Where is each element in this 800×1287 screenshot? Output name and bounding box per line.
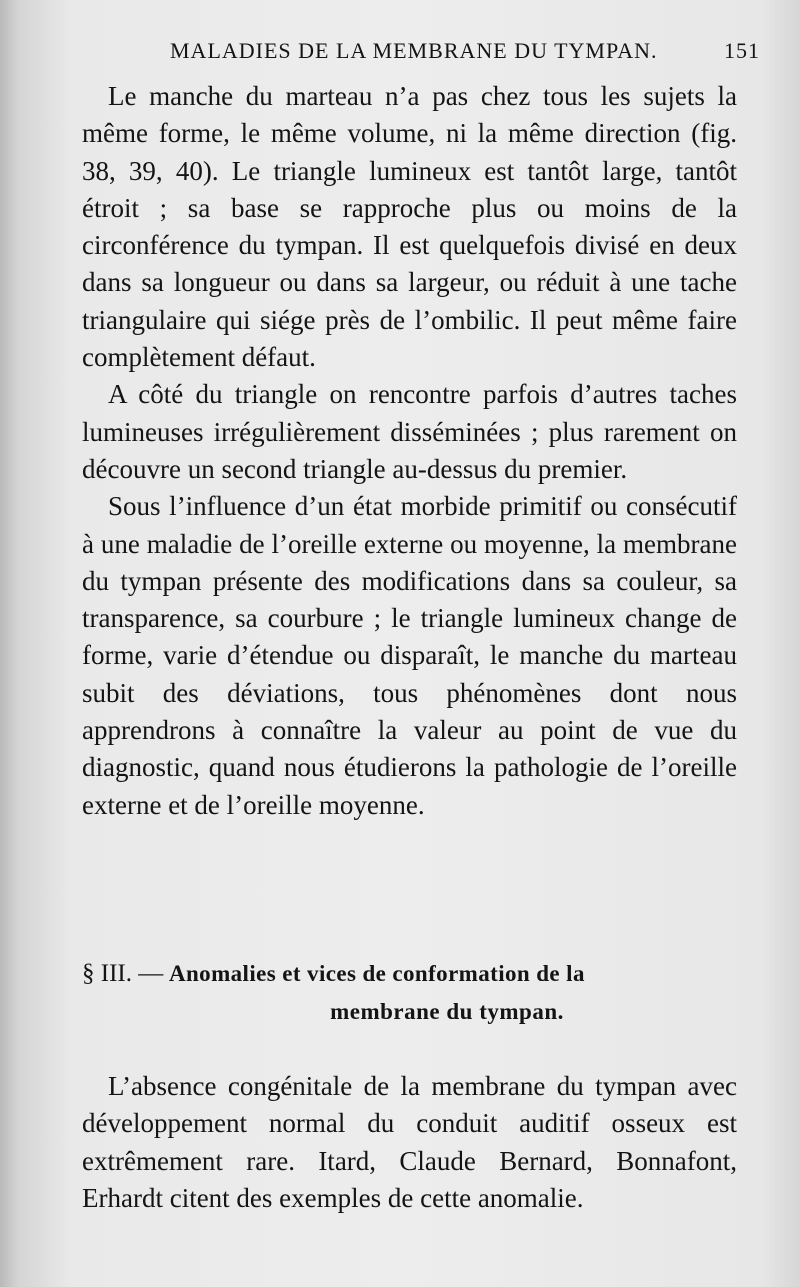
- section-heading: [82, 955, 742, 1031]
- section-title-line-1: Anomalies et vices de conformation de la: [168, 961, 585, 986]
- section-paragraph: L’absence congénitale de la membrane du tympan avec développement normal du conduit auditif osseux est extrêmement rare. Itard, Claude Bernard, Bonnafont, Erhardt citent des exemples de cette anomalie.: [82, 1071, 737, 1213]
- page-header: [160, 38, 760, 70]
- page-number: 151: [724, 38, 760, 63]
- section-number: § III. —: [82, 960, 164, 987]
- paragraph-2: A côté du triangle on rencontre parfois d’autres taches lumineuses irrégulièrement disséminées ; plus rarement on découvre un second triangle au-dessus du premier.: [82, 379, 737, 484]
- paragraph-3: Sous l’influence d’un état morbide primitif ou consécutif à une maladie de l’oreille externe ou moyenne, la membrane du tympan présente des modifications dans sa couleur, sa transparence, sa courbure ; le triangle lumineux change de forme, varie d’étendue ou disparaît, le manche du marteau subit des déviations, tous phénomènes dont nous apprendrons à connaître la valeur au point de vue du diagnostic, quand nous étudierons la pathologie de l’oreille externe et de l’oreille moyenne.: [82, 491, 737, 820]
- section-title-line-2: membrane du tympan.: [330, 999, 564, 1024]
- main-text: [82, 78, 737, 824]
- section-text: [82, 1068, 737, 1217]
- running-title: MALADIES DE LA MEMBRANE DU TYMPAN.: [170, 38, 658, 63]
- paragraph-1: Le manche du marteau n’a pas chez tous les sujets la même forme, le même volume, ni la même direction (fig. 38, 39, 40). Le triangle lumineux est tantôt large, tantôt étroit ; sa base se rapproche plus ou moins de la circonférence du tympan. Il est quelquefois divisé en deux dans sa longueur ou dans sa largeur, ou réduit à une tache triangulaire qui siége près de l’ombilic. Il peut même faire complètement défaut.: [82, 81, 737, 373]
